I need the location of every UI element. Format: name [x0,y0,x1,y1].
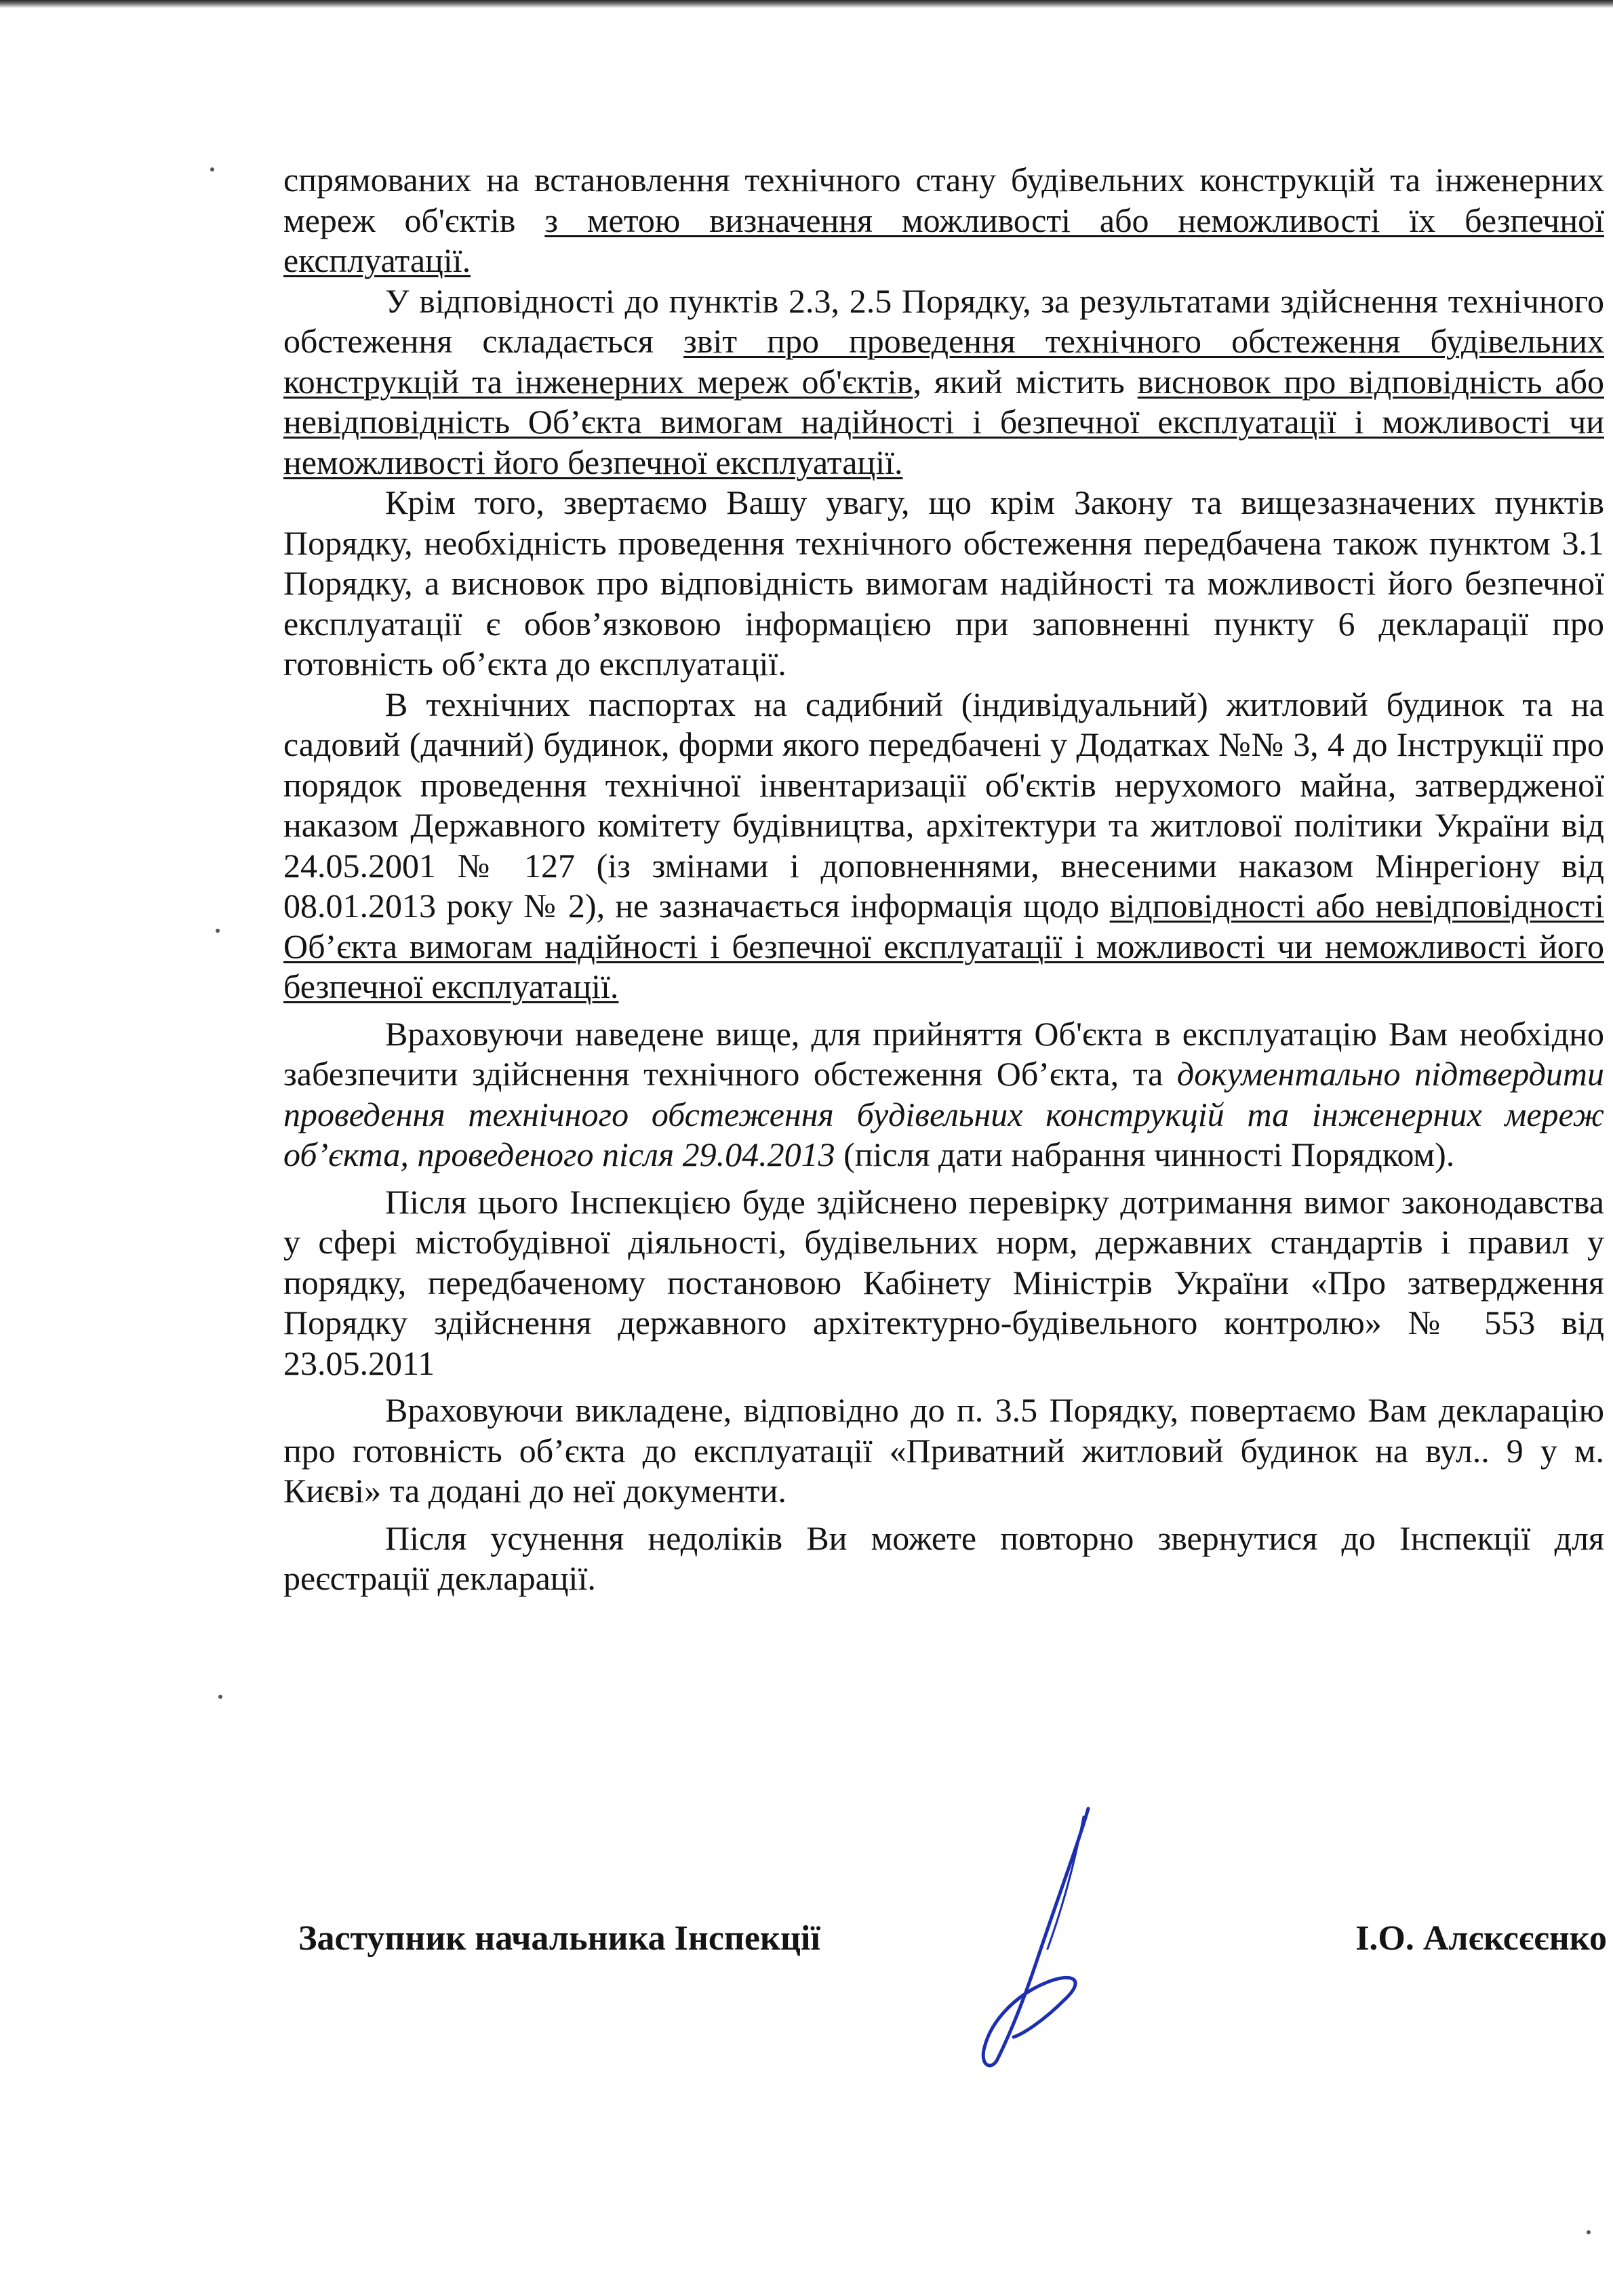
paragraph-5-text-a: Враховуючи наведене вище, для прийняття Об'єкта в експлуатацію Вам необхідно забезпечити здійснення технічного обстеження Об’єкта, та [283,1014,1604,1093]
scan-speck [216,929,220,933]
paragraph-2-underlined-conclusion: висновок про відповідність або невідповідність Об’єкта вимогам надійності і безпечної експлуатації і можливості чи неможливості його безпечної експлуатації. [283,362,1605,481]
handwritten-signature [949,1803,1153,2074]
paragraph-5-italic: документально підтвердити проведення технічного обстеження будівельних конструкцій та інженерних мереж об’єкта, проведеного після 29.04.2013 [283,1055,1605,1173]
scan-speck [218,1695,222,1699]
paragraph-5-text-b: (після дати набрання чинності Порядком). [835,1135,1455,1173]
signatory-name: І.О. Алєксєєнко [1355,1919,1607,1958]
scan-speck [210,167,214,172]
paragraph-2-underlined-report: звіт про проведення технічного обстеження будівельних конструкцій та інженерних мереж об'єктів [283,322,1604,401]
scan-top-edge [0,0,1613,8]
paragraph-2-text-b: , який містить [913,362,1138,401]
scan-speck [1587,2230,1591,2234]
paragraph-1-underlined: з метою визначення можливості або неможливості їх безпечної експлуатації. [283,201,1604,279]
paragraph-2 [283,281,1604,483]
paragraph-3: Крім того, звертаємо Вашу увагу, що крім Закону та вищезазначених пунктів Порядку, необхідність проведення технічного обстеження передбачена також пунктом 3.1 Порядку, а висновок про відповідність вимогам надійності та можливості його безпечної експлуатації є обов’язковою інформацією при заповненні пункту 6 декларації про готовність об’єкта до експлуатації. [283,483,1604,683]
signature-stroke [983,1809,1088,2066]
paragraph-6: Після цього Інспекцією буде здійснено перевірку дотримання вимог законодавства у сфері містобудівної діяльності, будівельних норм, державних стандартів і правил у порядку, передбаченому постановою Кабінету Міністрів України «Про затвердження Порядку здійснення державного архітектурно-будівельного контролю» № 553 від 23.05.2011 [283,1182,1604,1382]
paragraph-8: Після усунення недоліків Ви можете повторно звернутися до Інспекції для реєстрації декларації. [283,1518,1604,1597]
signatory-title: Заступник начальника Інспекції [298,1919,820,1958]
paragraph-5 [283,1014,1604,1175]
letter-body [283,160,1604,1599]
paragraph-7: Враховуючи викладене, відповідно до п. 3.5 Порядку, повертаємо Вам декларацію про готовність об’єкта до експлуатації «Приватний житловий будинок на вул.. 9 у м. Києві» та додані до неї документи. [283,1391,1604,1510]
paragraph-1 [283,160,1604,281]
paragraph-4 [283,685,1604,1007]
paragraph-1-text: спрямованих на встановлення технічного стану будівельних конструкцій та інженерних мереж об'єктів [283,161,1604,239]
paragraph-4-text: В технічних паспортах на садибний (індивідуальний) житловий будинок та на садовий (дачний) будинок, форми якого передбачені у Додатках №№ 3, 4 до Інструкції про порядок проведення технічної інвентаризації об'єктів нерухомого майна, затвердженої наказом Державного комітету будівництва, архітектури та житлової політики України від 24.05.2001 № 127 (із змінами і доповненнями, внесеними наказом Мінрегіону від 08.01.2013 року № 2), не зазначається інформація щодо [283,685,1604,925]
paragraph-4-underlined: відповідності або невідповідності Об’єкта вимогам надійності і безпечної експлуатації і можливості чи неможливості його безпечної експлуатації. [283,887,1604,1005]
paragraph-2-text-a: У відповідності до пунктів 2.3, 2.5 Порядку, за результатами здійснення технічного обстеження складається [283,281,1604,360]
